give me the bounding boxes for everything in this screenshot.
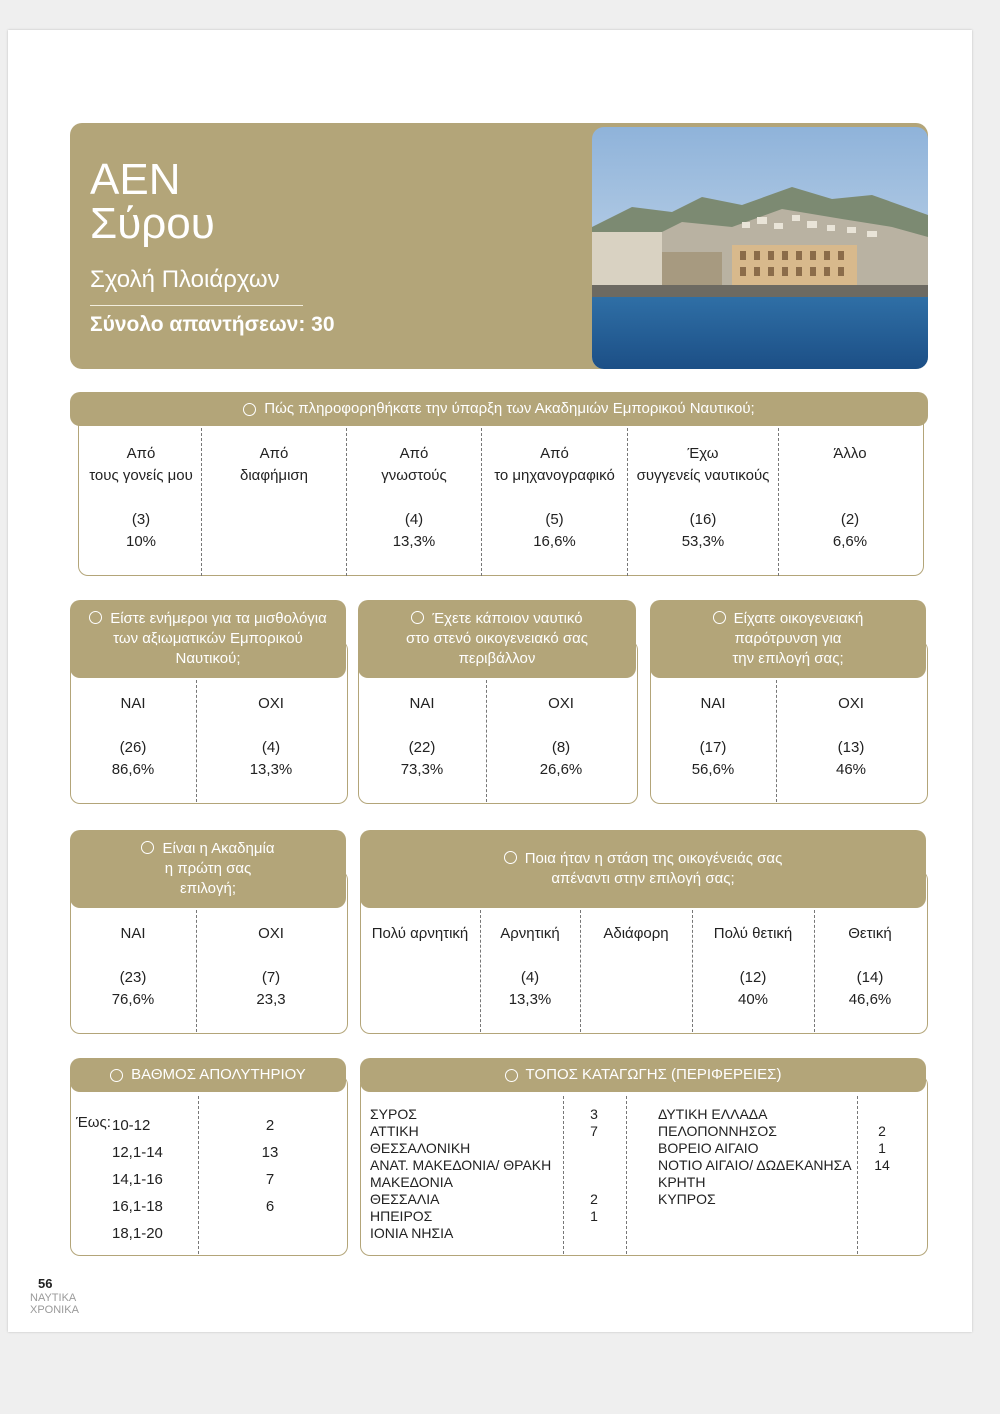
option-percent: 16,6% <box>533 533 576 550</box>
school-subtitle: Σχολή Πλοιάρχων <box>90 266 280 293</box>
q4-yes <box>652 693 774 781</box>
q3-question-line: στο στενό οικογενειακό σας <box>405 630 589 647</box>
yes-percent: 56,6% <box>691 761 735 778</box>
q1-option <box>348 443 480 553</box>
bullet-circle-icon <box>110 1069 123 1082</box>
q1-option <box>780 443 920 553</box>
origin-left-counts <box>580 1106 608 1242</box>
yes-count: (23) <box>119 969 147 986</box>
bullet-circle-icon <box>141 841 154 854</box>
divider <box>814 910 815 1032</box>
harbor-photo <box>592 127 928 369</box>
grade-count: 6 <box>265 1198 275 1215</box>
region-name: ΑΝΑΤ. ΜΑΚΕΔΟΝΙΑ/ ΘΡΑΚΗ <box>370 1157 552 1173</box>
grade-range: 18,1-20 <box>112 1225 163 1242</box>
yes-label: ΝΑΙ <box>409 695 435 712</box>
grades-prefix: Έως: <box>76 1114 111 1131</box>
title-line-2: Σύρου <box>90 199 215 248</box>
region-count: 2 <box>878 1123 886 1139</box>
region-name: ΚΡΗΤΗ <box>658 1174 706 1190</box>
grade-count: 7 <box>265 1171 275 1188</box>
option-label: Από <box>259 445 289 462</box>
bullet-circle-icon <box>89 611 102 624</box>
option-count: (4) <box>404 511 424 528</box>
yes-percent: 73,3% <box>400 761 444 778</box>
region-count: 14 <box>874 1157 890 1173</box>
bullet-circle-icon <box>504 851 517 864</box>
q6-question-bar <box>360 830 926 908</box>
q2-question-line: Ναυτικού; <box>175 650 241 667</box>
q3-question-bar <box>358 600 636 678</box>
no-percent: 23,3 <box>256 991 286 1008</box>
region-name: ΔΥΤΙΚΗ ΕΛΛΑΔΑ <box>658 1106 768 1122</box>
region-count: 1 <box>878 1140 886 1156</box>
q2-no <box>198 693 344 781</box>
region-count <box>580 1140 608 1157</box>
subtitle-divider <box>90 305 303 306</box>
region-name: ΑΤΤΙΚΗ <box>370 1123 419 1139</box>
option-label: Πολύ αρνητική <box>371 925 469 942</box>
region-name: ΚΥΠΡΟΣ <box>658 1191 716 1207</box>
divider <box>692 910 693 1032</box>
origin-left-names <box>370 1106 551 1242</box>
region-name: ΣΥΡΟΣ <box>370 1106 417 1122</box>
no-label: ΟΧΙ <box>548 695 574 712</box>
option-label: Πολύ θετική <box>713 925 793 942</box>
divider <box>481 428 482 576</box>
option-label: τους γονείς μου <box>89 467 193 484</box>
page-title <box>90 155 215 248</box>
grade-range: 12,1-14 <box>112 1144 163 1161</box>
q1-option <box>203 443 345 509</box>
q2-yes <box>72 693 194 781</box>
q1-option <box>82 443 200 553</box>
no-percent: 26,6% <box>539 761 583 778</box>
divider <box>857 1096 858 1254</box>
divider <box>346 428 347 576</box>
option-percent: 6,6% <box>832 533 868 550</box>
q3-question-line: περιβάλλον <box>458 650 536 667</box>
region-count: 3 <box>590 1106 598 1122</box>
divider <box>480 910 481 1032</box>
option-count: (4) <box>520 969 540 986</box>
yes-percent: 86,6% <box>111 761 155 778</box>
title-line-1: ΑΕΝ <box>90 155 181 204</box>
grades-ranges <box>112 1112 174 1247</box>
region-count <box>580 1225 608 1242</box>
bullet-circle-icon <box>713 611 726 624</box>
divider <box>196 910 197 1032</box>
grade-count: 2 <box>265 1117 275 1134</box>
grades-counts <box>240 1112 300 1220</box>
origin-title-bar <box>360 1058 926 1092</box>
region-name: ΒΟΡΕΙΟ ΑΙΓΑΙΟ <box>658 1140 759 1156</box>
option-percent: 46,6% <box>848 991 892 1008</box>
q5-question-bar <box>70 830 346 908</box>
region-count <box>580 1157 608 1174</box>
region-name: ΗΠΕΙΡΟΣ <box>370 1208 433 1224</box>
q4-question-bar <box>650 600 926 678</box>
option-label: Θετική <box>848 925 892 942</box>
option-percent: 13,3% <box>508 991 552 1008</box>
option-count: (5) <box>545 511 564 528</box>
option-count: (16) <box>689 511 717 528</box>
page-number: 56 <box>38 1276 53 1291</box>
option-label: Από <box>126 445 156 462</box>
q1-option <box>483 443 626 553</box>
bullet-circle-icon <box>243 403 256 416</box>
yes-count: (22) <box>408 739 436 756</box>
no-count: (8) <box>551 739 571 756</box>
option-percent: 13,3% <box>392 533 436 550</box>
option-count: (3) <box>131 511 151 528</box>
q1-option <box>629 443 777 553</box>
yes-label: ΝΑΙ <box>120 695 146 712</box>
q6-option <box>482 923 578 1011</box>
option-label: Από <box>540 445 569 462</box>
yes-percent: 76,6% <box>111 991 155 1008</box>
total-responses: Σύνολο απαντήσεων: 30 <box>90 313 335 336</box>
origin-title: ΤΟΠΟΣ ΚΑΤΑΓΩΓΗΣ (ΠΕΡΙΦΕΡΕΙΕΣ) <box>525 1066 782 1083</box>
region-name: ΜΑΚΕΔΟΝΙΑ <box>370 1174 453 1190</box>
magazine-name-line: ΧΡΟΝΙΚΑ <box>30 1304 79 1316</box>
q3-no <box>488 693 634 781</box>
q4-question-line: Είχατε οικογενειακή <box>733 610 864 627</box>
option-count: (12) <box>739 969 767 986</box>
q1-question-bar <box>70 392 928 426</box>
option-percent: 40% <box>737 991 769 1008</box>
divider <box>563 1096 564 1254</box>
divider <box>580 910 581 1032</box>
q2-question-bar <box>70 600 346 678</box>
q6-question-line: Ποια ήταν η στάση της οικογένειάς σας <box>524 850 783 867</box>
origin-right-counts <box>866 1123 898 1174</box>
region-count: 7 <box>590 1123 598 1139</box>
grade-range: 10-12 <box>112 1117 151 1134</box>
q6-option <box>582 923 690 967</box>
q5-yes <box>72 923 194 1011</box>
bullet-circle-icon <box>505 1069 518 1082</box>
q2-question-line: των αξιωματικών Εμπορικού <box>113 630 303 647</box>
divider <box>627 428 628 576</box>
divider <box>776 680 777 802</box>
divider <box>201 428 202 576</box>
divider <box>778 428 779 576</box>
q4-question-line: παρότρυνση για <box>734 630 842 647</box>
q2-question-line: Είστε ενήμεροι για τα μισθολόγια <box>110 610 327 627</box>
q5-question-line: επιλογή; <box>180 880 236 897</box>
q5-question-line: Είναι η Ακαδημία <box>162 840 275 857</box>
option-label: Αδιάφορη <box>603 925 669 942</box>
option-label: Από <box>399 445 429 462</box>
divider <box>198 1096 199 1254</box>
region-name: ΘΕΣΣΑΛΙΑ <box>370 1191 440 1207</box>
yes-label: ΝΑΙ <box>120 925 146 942</box>
no-percent: 13,3% <box>249 761 293 778</box>
no-count: (13) <box>837 739 865 756</box>
q6-option <box>362 923 478 967</box>
option-percent: 10% <box>125 533 157 550</box>
option-label: Άλλο <box>833 445 867 462</box>
option-count: (2) <box>840 511 860 528</box>
q3-question-line: Έχετε κάποιον ναυτικό <box>432 610 583 627</box>
q3-yes <box>360 693 484 781</box>
region-name: ΙΟΝΙΑ ΝΗΣΙΑ <box>370 1225 454 1241</box>
option-percent: 53,3% <box>681 533 725 550</box>
option-label: Έχω <box>687 445 719 462</box>
q4-no <box>778 693 924 781</box>
divider <box>196 680 197 802</box>
option-label: γνωστούς <box>381 467 447 484</box>
magazine-name <box>30 1292 79 1316</box>
no-percent: 46% <box>835 761 867 778</box>
option-label: συγγενείς ναυτικούς <box>636 467 770 484</box>
grades-title-bar <box>70 1058 346 1092</box>
grade-count: 13 <box>261 1144 279 1161</box>
region-name: ΝΟΤΙΟ ΑΙΓΑΙΟ/ ΔΩΔΕΚΑΝΗΣΑ <box>658 1157 852 1173</box>
q5-no <box>198 923 344 1011</box>
region-count: 1 <box>590 1208 598 1224</box>
q5-question-line: η πρώτη σας <box>164 860 252 877</box>
divider <box>486 680 487 802</box>
no-label: ΟΧΙ <box>258 925 284 942</box>
grade-range: 14,1-16 <box>112 1171 163 1188</box>
no-count: (4) <box>261 739 281 756</box>
no-label: ΟΧΙ <box>838 695 864 712</box>
magazine-name-line: ΝΑΥΤΙΚΑ <box>30 1292 77 1304</box>
option-label: διαφήμιση <box>240 467 308 484</box>
q6-question-line: απέναντι στην επιλογή σας; <box>551 870 735 887</box>
q4-question-line: την επιλογή σας; <box>732 650 844 667</box>
yes-count: (17) <box>699 739 727 756</box>
q1-question: Πώς πληροφορηθήκατε την ύπαρξη των Ακαδημιών Εμπορικού Ναυτικού; <box>264 400 755 417</box>
no-count: (7) <box>261 969 281 986</box>
region-count <box>580 1174 608 1191</box>
option-label: Αρνητική <box>500 925 560 942</box>
q6-option <box>816 923 924 1011</box>
region-name: ΠΕΛΟΠΟΝΝΗΣΟΣ <box>658 1123 777 1139</box>
region-name: ΘΕΣΣΑΛΟΝΙΚΗ <box>370 1140 471 1156</box>
origin-right-names <box>658 1106 852 1208</box>
yes-count: (26) <box>119 739 147 756</box>
divider <box>626 1096 627 1254</box>
grade-range: 16,1-18 <box>112 1198 163 1215</box>
no-label: ΟΧΙ <box>258 695 284 712</box>
option-label: το μηχανογραφικό <box>494 467 615 484</box>
region-count: 2 <box>590 1191 598 1207</box>
q6-option <box>694 923 812 1011</box>
option-count: (14) <box>856 969 884 986</box>
bullet-circle-icon <box>411 611 424 624</box>
grades-title: ΒΑΘΜΟΣ ΑΠΟΛΥΤΗΡΙΟΥ <box>131 1066 306 1083</box>
yes-label: ΝΑΙ <box>700 695 726 712</box>
